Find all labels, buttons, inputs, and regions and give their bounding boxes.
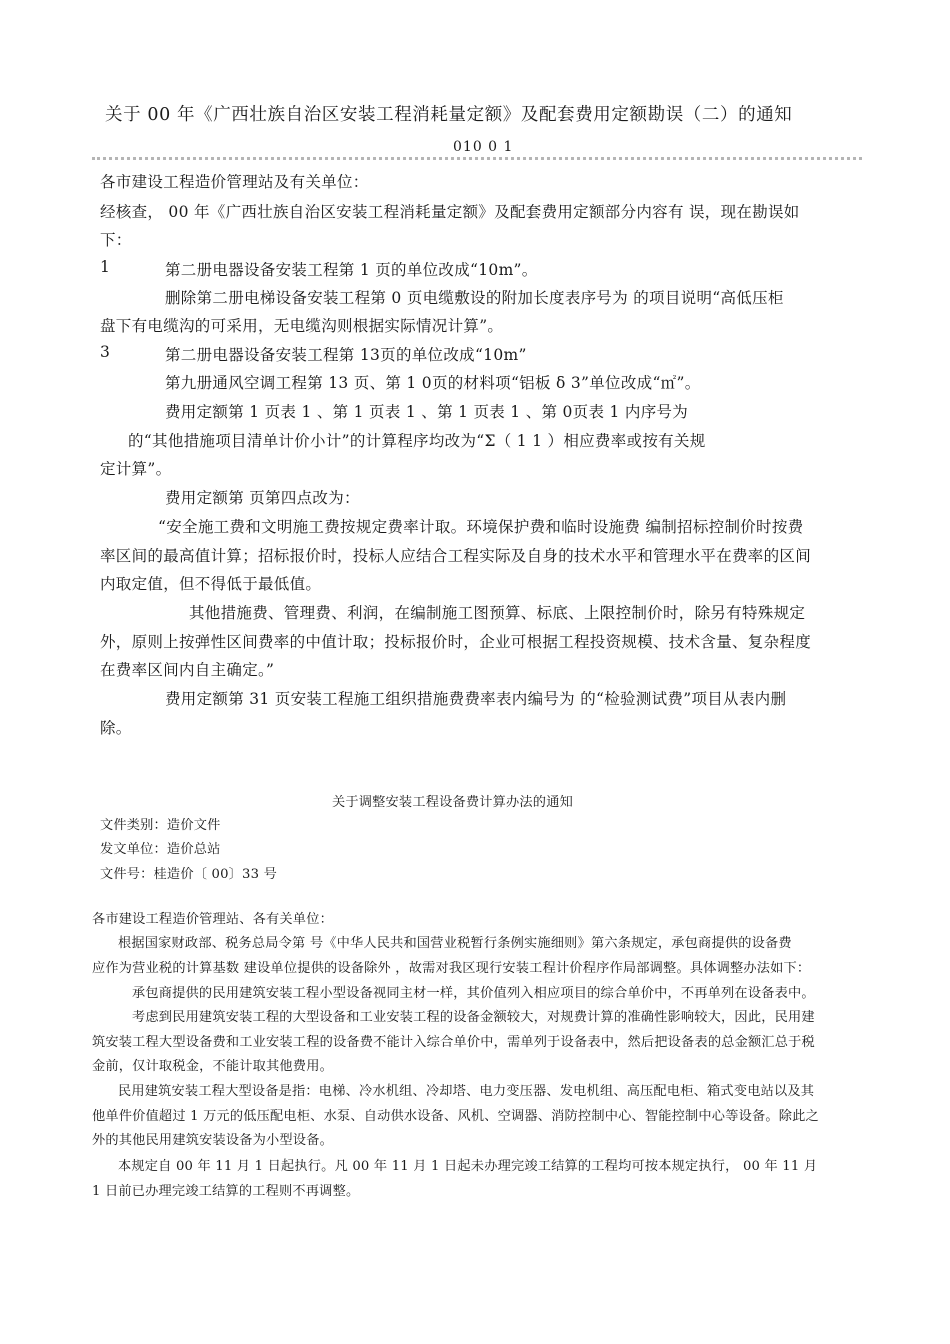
notice2-issuer: 发文单位：造价总站 <box>100 842 221 857</box>
notice1-doc-number: 010 0 1 <box>453 139 514 155</box>
notice2-p4-line2: 他单件价值超过 1 万元的低压配电柜、水泵、自动供水设备、风机、空调器、消防控制中心、智能控制中心等设备。除此之 <box>92 1109 819 1124</box>
quote2-line2: 外，原则上按弹性区间费率的中值计取；投标报价时，企业可根据工程投资规模、技术含量、复杂程度 <box>100 633 812 651</box>
item3-number: 3 <box>100 343 111 361</box>
item3-text: 第二册电器设备安装工程第 13页的单位改成“10m” <box>165 346 527 364</box>
quote1-line2: 率区间的最高值计算；招标报价时，投标人应结合工程实际及自身的技术水平和管理水平在费率的区间 <box>100 547 812 565</box>
notice2-file-number: 文件号：桂造价〔 00〕33 号 <box>100 867 278 882</box>
quote1-line3: 内取定值，但不得低于最低值。 <box>100 575 322 593</box>
notice2-salutation: 各市建设工程造价管理站、各有关单位： <box>92 912 333 927</box>
item7-line2: 除。 <box>100 719 132 737</box>
notice2-p3-line3: 金前，仅计取税金，不能计取其他费用。 <box>92 1059 333 1074</box>
item6-text: 费用定额第 页第四点改为： <box>165 489 360 507</box>
item5-line2: 的“其他措施项目清单计价小计”的计算程序均改为“Σ（ 1 1 ）相应费率或按有关规 <box>128 432 706 450</box>
quote2-line3: 在费率区间内自主确定。” <box>100 661 275 679</box>
notice2-p3-line2: 筑安装工程大型设备费和工业安装工程的设备费不能计入综合单价中，需单列于设备表中，然后把设备表的总金额汇总于税 <box>92 1035 815 1050</box>
item1-text: 第二册电器设备安装工程第 1 页的单位改成“10m”。 <box>165 261 538 279</box>
notice1-intro-line2: 下： <box>100 231 132 249</box>
item2-line1: 删除第二册电梯设备安装工程第 0 页电缆敷设的附加长度表序号为 的项目说明“高低压柜 <box>165 289 784 307</box>
notice2-title: 关于调整安装工程设备费计算办法的通知 <box>332 795 573 810</box>
notice2-p5-line1: 本规定自 00 年 11 月 1 日起执行。凡 00 年 11 月 1 日起未办理完竣工结算的工程均可按本规定执行， 00 年 11 月 <box>118 1159 818 1174</box>
notice2-p4-line3: 外的其他民用建筑安装设备为小型设备。 <box>92 1133 333 1148</box>
notice1-intro-line1: 经核查， 00 年《广西壮族自治区安装工程消耗量定额》及配套费用定额部分内容有 误，现在勘误如 <box>100 203 800 221</box>
notice1-salutation: 各市建设工程造价管理站及有关单位： <box>100 173 369 191</box>
item5-line3: 定计算”。 <box>100 460 172 478</box>
notice2-p3-line1: 考虑到民用建筑安装工程的大型设备和工业安装工程的设备金额较大，对规费计算的准确性影响较大，因此，民用建 <box>132 1010 815 1025</box>
item5-line1: 费用定额第 1 页表 1 、第 1 页表 1 、第 1 页表 1 、第 0页表 1 内序号为 <box>165 403 689 421</box>
notice2-p5-line2: 1 日前已办理完竣工结算的工程则不再调整。 <box>92 1184 360 1199</box>
notice2-p1-line2: 应作为营业税的计算基数 建设单位提供的设备除外 ，故需对我区现行安装工程计价程序作局部调整。具体调整办法如下： <box>92 961 811 976</box>
item4-text: 第九册通风空调工程第 13 页、第 1 0页的材料项“铝板 δ 3”单位改成“㎡”。 <box>165 374 701 392</box>
notice1-title: 关于 00 年《广西壮族自治区安装工程消耗量定额》及配套费用定额勘误（二）的通知 <box>105 105 793 125</box>
quote2-line1: 其他措施费、管理费、利润，在编制施工图预算、标底、上限控制价时，除另有特殊规定 <box>189 604 806 622</box>
item1-number: 1 <box>100 258 111 276</box>
item7-line1: 费用定额第 31 页安装工程施工组织措施费费率表内编号为 的“检验测试费”项目从表内删 <box>165 690 787 708</box>
notice2-p1-line1: 根据国家财政部、税务总局令第 号《中华人民共和国营业税暂行条例实施细则》第六条规定，承包商提供的设备费 <box>118 936 792 951</box>
notice2-p4-line1: 民用建筑安装工程大型设备是指：电梯、冷水机组、冷却塔、电力变压器、发电机组、高压配电柜、箱式变电站以及其 <box>118 1084 815 1099</box>
item2-line2: 盘下有电缆沟的可采用，无电缆沟则根据实际情况计算”。 <box>100 317 504 335</box>
notice2-category: 文件类别：造价文件 <box>100 818 221 833</box>
quote1-line1: “安全施工费和文明施工费按规定费率计取。环境保护费和临时设施费 编制招标控制价时按费 <box>158 518 804 536</box>
dotted-divider <box>92 157 862 160</box>
notice2-p2-line1: 承包商提供的民用建筑安装工程小型设备视同主材一样，其价值列入相应项目的综合单价中，不再单列在设备表中。 <box>132 986 815 1001</box>
